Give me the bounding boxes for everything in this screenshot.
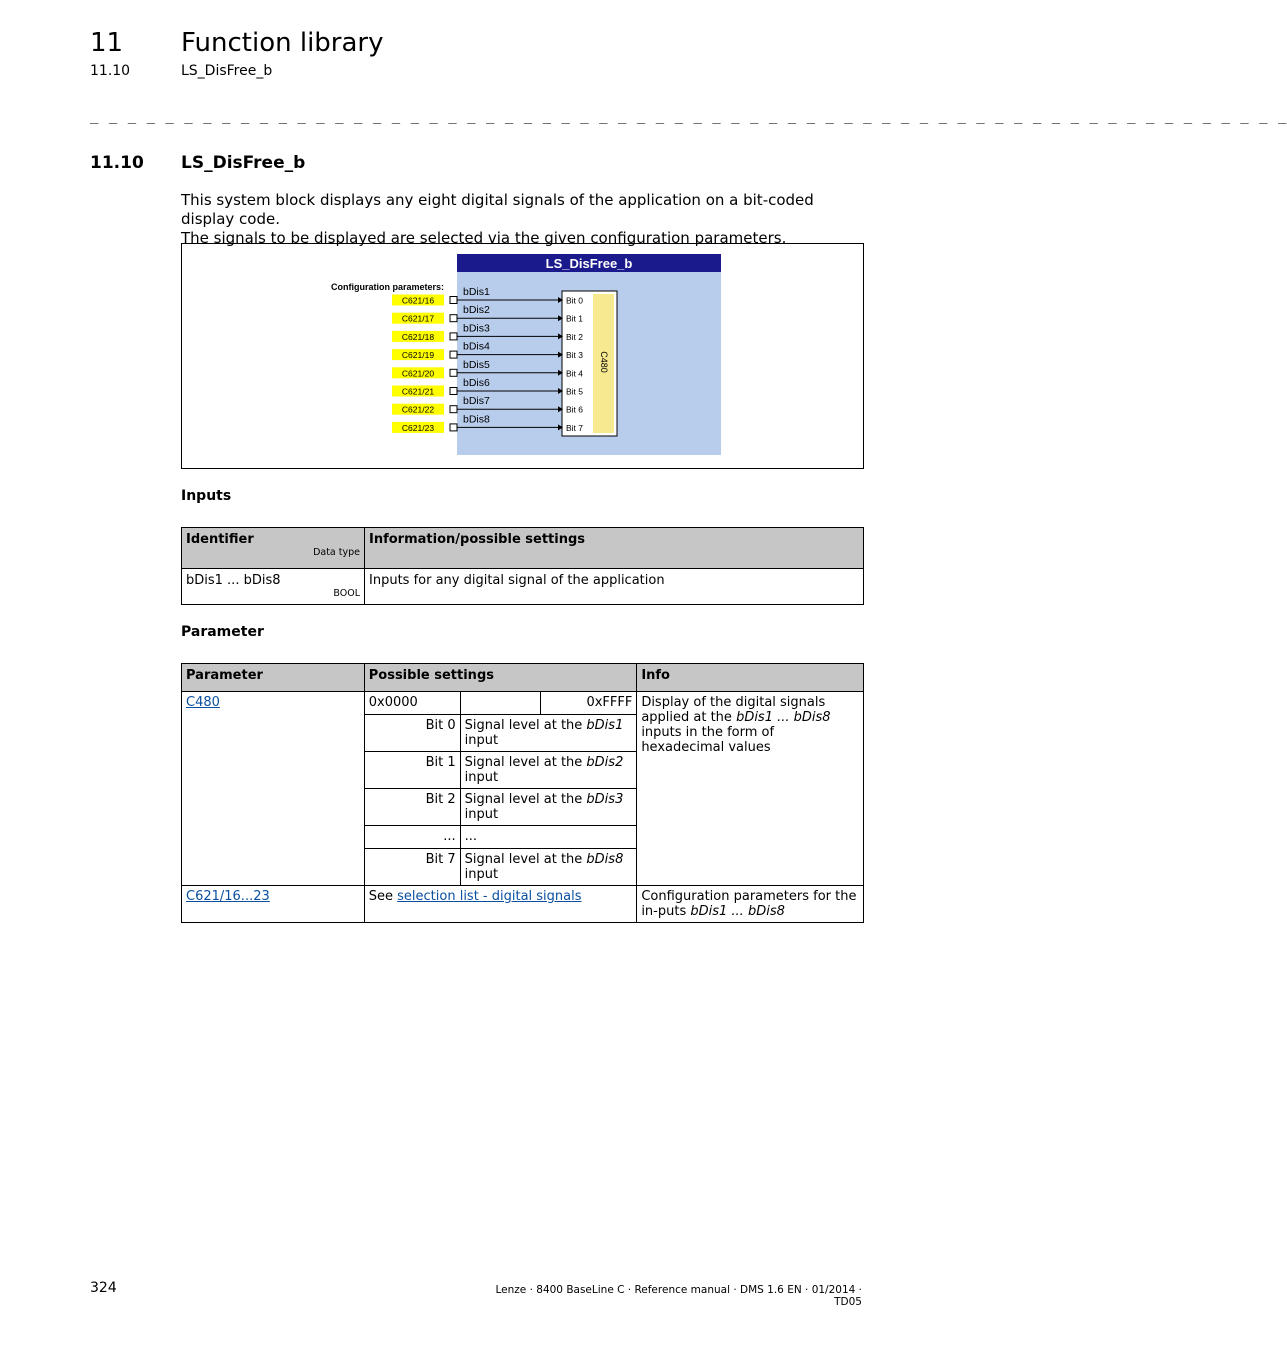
intro-line-1: This system block displays any eight digital signals of the application on a bit-coded display code. [181, 191, 814, 228]
param-c621-cell [182, 886, 365, 923]
page-number: 324 [90, 1280, 117, 1296]
input-info: Inputs for any digital signal of the application [365, 569, 864, 605]
param-c480-cell [182, 692, 365, 886]
config-code-label: C621/20 [401, 368, 435, 379]
input-label: bDis8 [463, 413, 490, 426]
table-row [182, 692, 864, 715]
bit-label: Bit 1 [364, 752, 460, 789]
inputs-heading: Inputs [181, 488, 232, 504]
input-connector [450, 297, 457, 304]
bit-desc-text: ... [464, 829, 478, 844]
input-label: bDis5 [463, 358, 490, 371]
input-type: BOOL [333, 588, 360, 599]
input-connector [450, 369, 457, 376]
bit-desc-suffix: input [464, 770, 499, 785]
chapter-number: 11 [90, 28, 124, 58]
bit-desc-suffix: input [464, 733, 499, 748]
function-block-diagram [181, 243, 864, 469]
subsection-title: LS_DisFree_b [181, 63, 273, 79]
c480-info-b: bDis1 ... bDis8 [736, 710, 831, 725]
config-code-label: C621/16 [401, 295, 435, 306]
input-connector [450, 333, 457, 340]
c480-range-blank [460, 692, 541, 715]
input-label: bDis4 [463, 340, 490, 353]
bit-desc-signal: bDis2 [586, 755, 624, 770]
input-label: bDis2 [463, 304, 490, 317]
bit-label: Bit 7 [566, 422, 584, 433]
bit-label: Bit 2 [364, 789, 460, 826]
document-info: Lenze · 8400 BaseLine C · Reference manual · DMS 1.6 EN · 01/2014 · TD05 [495, 1284, 862, 1308]
c480-info [637, 692, 864, 886]
table-row [182, 886, 864, 923]
bit-desc [460, 789, 637, 826]
bit-desc [460, 849, 637, 886]
bit-desc-text: Signal level at the [464, 792, 587, 807]
inputs-col-info: Information/possible settings [365, 528, 864, 569]
display-code-label: C480 [599, 351, 609, 373]
config-label: Configuration parameters: [330, 282, 444, 292]
c480-min: 0x0000 [364, 692, 460, 715]
identifier-header: Identifier [186, 532, 254, 547]
bit-label: Bit 0 [566, 295, 584, 306]
bit-label: Bit 0 [364, 715, 460, 752]
bit-desc-text: Signal level at the [464, 718, 587, 733]
bit-desc [460, 715, 637, 752]
block-title: LS_DisFree_b [545, 256, 633, 271]
intro-line-2: The signals to be displayed are selected via the given configuration parameters. [181, 229, 787, 247]
intro-text [181, 191, 871, 248]
parameter-heading: Parameter [181, 624, 264, 640]
bit-desc-signal: bDis3 [586, 792, 624, 807]
bit-desc-suffix: input [464, 807, 499, 822]
config-code-label: C621/18 [401, 331, 435, 342]
c621-link[interactable]: C621/16...23 [186, 889, 270, 904]
input-identifier: bDis1 ... bDis8 [186, 573, 281, 588]
bit-desc-text: Signal level at the [464, 755, 587, 770]
c621-info [637, 886, 864, 923]
param-col-parameter: Parameter [182, 664, 365, 692]
config-code-label: C621/22 [401, 404, 435, 415]
bit-label: Bit 3 [566, 350, 584, 361]
section-number: 11.10 [90, 153, 144, 173]
chapter-title: Function library [181, 28, 384, 58]
c621-settings [364, 886, 637, 923]
table-row [182, 569, 864, 605]
bit-desc [460, 826, 637, 849]
c621-info-a: Configuration parameters for the in-puts [641, 889, 857, 919]
bit-label: Bit 7 [364, 849, 460, 886]
data-type-header: Data type [313, 547, 360, 558]
config-code-label: C621/19 [401, 350, 435, 361]
bit-desc-signal: bDis8 [586, 852, 624, 867]
input-identifier-cell [182, 569, 365, 605]
inputs-col-identifier [182, 528, 365, 569]
header-separator: _ _ _ _ _ _ _ _ _ _ _ _ _ _ _ _ _ _ _ _ _ _ _ _ _ _ _ _ _ _ _ _ _ _ _ _ _ _ _ _ _ _ _ _ _ _ _ _ _ _ _ _ _ _ _ _ _ _ _ _ _ _ _ _ [90, 108, 1287, 124]
bit-desc-signal: bDis1 [586, 718, 624, 733]
c621-info-b: bDis1 ... bDis8 [690, 904, 785, 919]
bit-label: Bit 4 [566, 368, 584, 379]
c480-link[interactable]: C480 [186, 695, 220, 710]
c480-info-a: Display of the digital signals applied at the [641, 695, 826, 725]
config-code-label: C621/17 [401, 313, 435, 324]
input-connector [450, 315, 457, 322]
diagram-svg [182, 244, 863, 468]
bit-label: Bit 1 [566, 313, 584, 324]
selection-list-link[interactable]: selection list - digital signals [397, 889, 582, 904]
c621-see: See [368, 889, 398, 904]
bit-label: Bit 2 [566, 331, 584, 342]
bit-desc-text: Signal level at the [464, 852, 587, 867]
input-label: bDis1 [463, 286, 490, 298]
bit-desc-suffix: input [464, 867, 499, 882]
section-title: LS_DisFree_b [181, 153, 306, 173]
subsection-number: 11.10 [90, 63, 131, 79]
inputs-table [181, 527, 864, 605]
config-code-label: C621/23 [401, 422, 435, 433]
input-connector [450, 351, 457, 358]
input-connector [450, 406, 457, 413]
parameter-table [181, 663, 864, 923]
bit-label: Bit 6 [566, 404, 584, 415]
input-connector [450, 424, 457, 431]
input-label: bDis6 [463, 377, 490, 389]
c480-info-c: inputs in the form of hexadecimal values [641, 725, 775, 755]
bit-desc [460, 752, 637, 789]
input-connector [450, 388, 457, 395]
input-label: bDis3 [463, 322, 490, 335]
bit-label: Bit 5 [566, 386, 584, 397]
param-col-info: Info [637, 664, 864, 692]
c480-max: 0xFFFF [541, 692, 637, 715]
bit-label: ... [364, 826, 460, 849]
config-code-label: C621/21 [401, 386, 435, 397]
input-label: bDis7 [463, 395, 490, 408]
param-col-settings: Possible settings [364, 664, 637, 692]
